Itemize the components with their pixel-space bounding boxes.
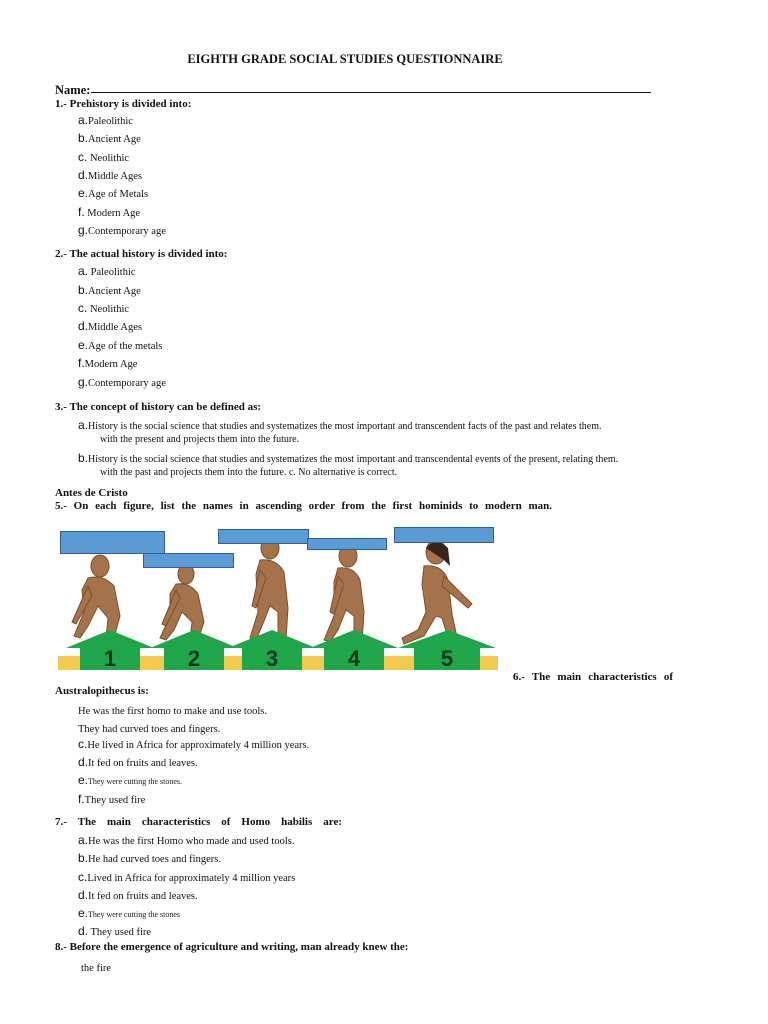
q7-option-a[interactable]: a.He was the first Homo who made and used tools. <box>78 833 295 847</box>
name-label: Name: <box>55 83 91 97</box>
page-title: EIGHTH GRADE SOCIAL STUDIES QUESTIONNAIRE <box>187 52 503 66</box>
q3-option-a[interactable]: a.History is the social science that studies and systematizes the most important and transcendent facts of the past and relates them. with the present and projects them into the future. <box>78 418 602 445</box>
q7-option-f[interactable]: d. They used fire <box>78 924 152 938</box>
q6-option-f[interactable]: f.They used fire <box>78 792 146 806</box>
q7-option-c[interactable]: c.Lived in Africa for approximately 4 million years <box>78 870 296 884</box>
name-field[interactable] <box>91 92 651 93</box>
figure-number-3: 3 <box>265 646 279 670</box>
q7-option-b[interactable]: b.He had curved toes and fingers. <box>78 851 221 865</box>
step-arrows <box>66 630 496 670</box>
q2-option-g[interactable]: g.Contemporary age <box>78 375 166 389</box>
label-box-2[interactable] <box>143 553 234 568</box>
q7-option-d[interactable]: d.It fed on fruits and leaves. <box>78 888 198 902</box>
label-box-4[interactable] <box>307 538 387 550</box>
question-5: 5.- On each figure, list the names in ascending order from the first hominids to modern man. <box>55 500 552 512</box>
q1-option-g[interactable]: g.Contemporary age <box>78 223 166 237</box>
q2-option-d[interactable]: d.Middle Ages <box>78 319 142 333</box>
q6-option-a[interactable]: He was the first homo to make and use tools. <box>78 706 267 717</box>
q1-option-e[interactable]: e.Age of Metals <box>78 186 149 200</box>
q1-option-a[interactable]: a.Paleolithic <box>78 113 133 127</box>
q2-option-a[interactable]: a. Paleolithic <box>78 264 136 278</box>
q2-option-b[interactable]: b.Ancient Age <box>78 283 141 297</box>
question-6-continued: Australopithecus is: <box>55 685 149 697</box>
label-box-1[interactable] <box>60 531 165 554</box>
label-box-5[interactable] <box>394 527 494 543</box>
q6-option-d[interactable]: d.It fed on fruits and leaves. <box>78 755 198 769</box>
q6-option-b[interactable]: They had curved toes and fingers. <box>78 724 221 735</box>
q1-option-b[interactable]: b.Ancient Age <box>78 131 141 145</box>
q2-option-f[interactable]: f.Modern Age <box>78 356 138 370</box>
q2-option-e[interactable]: e.Age of the metals <box>78 338 163 352</box>
question-6: 6.- The main characteristics of <box>513 671 673 683</box>
q3-option-b[interactable]: b.History is the social science that studies and systematizes the most important and transcendental events of the present, relating them. with the past and projects them into the future. c. No alternative is correct. <box>78 451 619 478</box>
figure-number-5: 5 <box>440 646 454 670</box>
question-2: 2.- The actual history is divided into: <box>55 248 228 260</box>
q1-option-c[interactable]: c. Neolithic <box>78 150 130 164</box>
q2-option-c[interactable]: c. Neolithic <box>78 301 130 315</box>
era-label: Antes de Cristo <box>55 487 128 499</box>
q1-option-d[interactable]: d.Middle Ages <box>78 168 142 182</box>
question-3: 3.- The concept of history can be defined as: <box>55 401 262 413</box>
figure-number-2: 2 <box>187 646 201 670</box>
figure-number-1: 1 <box>103 646 117 670</box>
q6-option-c[interactable]: c.He lived in Africa for approximately 4 million years. <box>78 737 310 751</box>
q7-option-e[interactable]: e.They were cutting the stones <box>78 906 180 920</box>
q1-option-f[interactable]: f. Modern Age <box>78 205 141 219</box>
q6-option-e[interactable]: e.They were cutting the stones. <box>78 773 182 787</box>
question-8: 8.- Before the emergence of agriculture and writing, man already knew the: <box>55 941 409 953</box>
question-7: 7.- The main characteristics of Homo habilis are: <box>55 816 342 828</box>
figure-number-4: 4 <box>347 646 361 670</box>
question-1: 1.- Prehistory is divided into: <box>55 98 192 110</box>
label-box-3[interactable] <box>218 529 309 544</box>
q8-answer[interactable]: the fire <box>81 963 112 974</box>
